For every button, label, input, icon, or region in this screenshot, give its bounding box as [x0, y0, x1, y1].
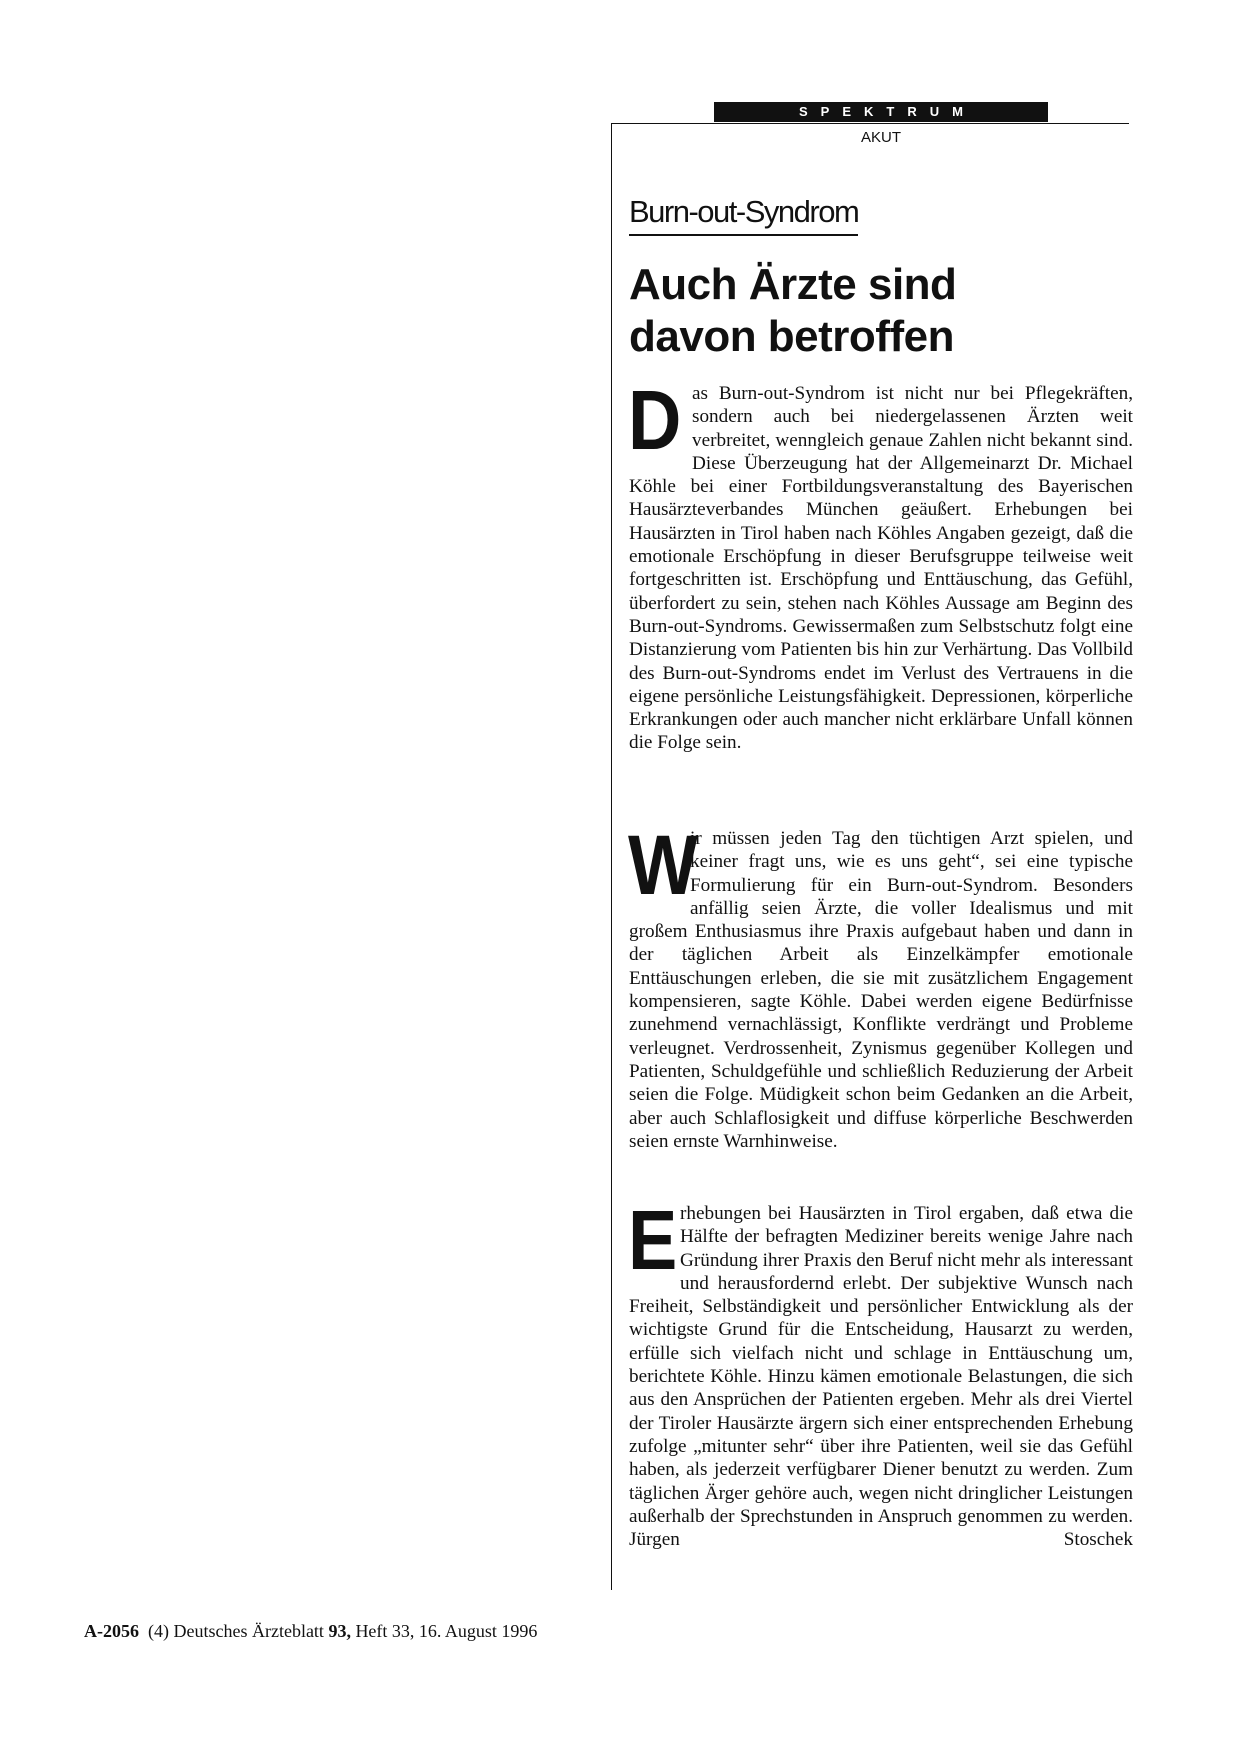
dropcap-w: W — [628, 818, 698, 912]
journal-reference: (4) Deutsches Ärzteblatt — [148, 1621, 324, 1641]
column-rule — [611, 124, 612, 1590]
paragraph-text: rhebungen bei Hausärzten in Tirol ergaben, daß etwa die Hälfte der befragten Mediziner bereits wenige Jahre nach Gründung ihrer Praxis den Beruf nicht mehr als interessant und herausfordernd erlebt. Der subjektive Wunsch nach Freiheit, Selbständigkeit und persönlicher Entwicklung als der wichtigste Grund für die Entscheidung, Hausarzt zu werden, erfülle sich vielfach nicht und schlage in Enttäuschung um, berichtete Köhle. Hinzu kämen emotionale Belastungen, die sich aus den Ansprüchen der Patienten ergeben. Mehr als drei Viertel der Tiroler Hausärzte ärgern sich einer entsprechenden Erhebung zufolge „mitunter sehr“ über ihre Patienten, weil sie das Gefühl haben, als jederzeit verfügbarer Diener benutzt zu werden. Zum täglichen Ärger gehöre auch, wegen nicht dringlicher Leistungen außerhalb der Sprechstunden in Anspruch genommen zu werden. — [629, 1203, 1133, 1527]
author-name: Jürgen Stoschek — [629, 1529, 1133, 1551]
headline-line-2: davon betroffen — [629, 312, 954, 361]
section-label: SPEKTRUM — [714, 102, 1048, 122]
article-paragraph-2 — [628, 818, 1133, 1153]
issue-details: Heft 33, 16. August 1996 — [355, 1621, 538, 1641]
article-paragraph-3 — [628, 1193, 1133, 1551]
paragraph-text: as Burn-out-Syndrom ist nicht nur bei Pflegekräften, sondern auch bei niedergelassenen Ärzten weit verbreitet, wenngleich genaue Zahlen nicht bekannt sind. Diese Überzeugung hat der Allgemeinarzt Dr. Michael Köhle bei einer Fortbildungsveranstaltung des Bayerischen Hausärzteverbandes München geäußert. Erhebungen bei Hausärzten in Tirol haben nach Köhles Angaben gezeigt, daß die emotionale Erschöpfung in dieser Berufsgruppe teilweise weit fortgeschritten ist. Erschöpfung und Enttäuschung, das Gefühl, überfordert zu sein, stehen nach Köhles Aussage am Beginn des Burn-out-Syndroms. Gewissermaßen zum Selbstschutz folgt eine Distanzierung vom Patienten bis hin zur Verhärtung. Das Vollbild des Burn-out-Syndroms endet im Verlust des Vertrauens in die eigene persönliche Leistungsfähigkeit. Depressionen, körperliche Erkrankungen oder auch mancher nicht erklärbare Unfall können die Folge sein. — [629, 383, 1133, 754]
paragraph-text: ir müssen jeden Tag den tüchtigen Arzt spielen, und keiner fragt uns, wie es uns geht“, sei eine typische Formulierung für ein Burn-out-Syndrom. Besonders anfällig seien Ärzte, die voller Idealismus und mit großem Enthusiasmus ihre Praxis aufgebaut haben und dann in der täglichen Arbeit als Einzelkämpfer emotionale Enttäuschungen erleben, die sie mit zusätzlichem Engagement kompensieren, sagte Köhle. Dabei werden eigene Bedürfnisse zunehmend vernachlässigt, Konflikte verdrängt und Probleme verleugnet. Verdrossenheit, Zynismus gegenüber Kollegen und Patienten, Schuldgefühle und schließlich Reduzierung der Arbeit seien die Folge. Müdigkeit schon beim Gedanken an die Arbeit, aber auch Schlaflosigkeit und diffuse körperliche Beschwerden seien ernste Warnhinweise. — [629, 828, 1133, 1152]
dropcap-d: D — [628, 373, 682, 467]
subsection-label: AKUT — [860, 129, 901, 146]
article-paragraph-1 — [628, 373, 1133, 755]
headline-line-1: Auch Ärzte sind — [629, 260, 957, 309]
article-kicker: Burn-out-Syndrom — [629, 192, 858, 236]
page-number: A-2056 — [84, 1621, 139, 1641]
article-headline — [629, 259, 1149, 363]
dropcap-e: E — [628, 1193, 678, 1287]
header-rule — [611, 123, 1129, 124]
page-footer — [84, 1620, 537, 1642]
journal-volume: 93, — [328, 1621, 351, 1641]
